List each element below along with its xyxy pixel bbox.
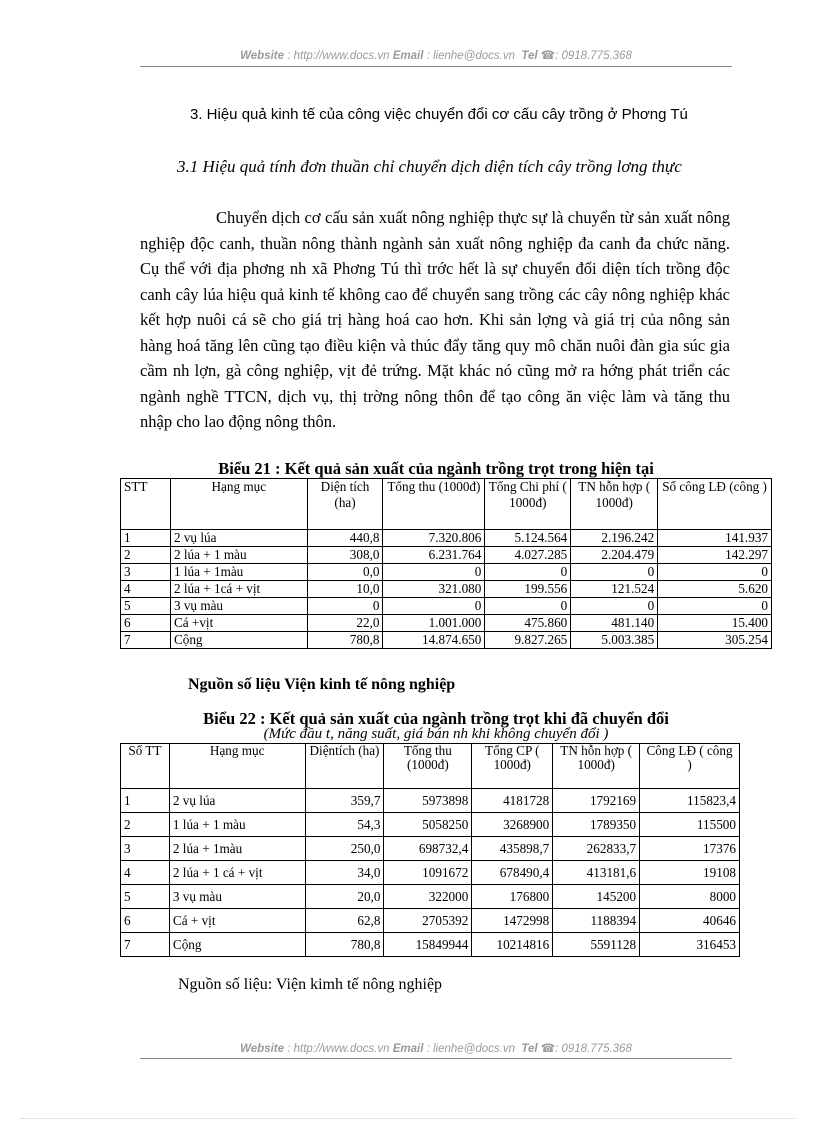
table21-cell: 1 lúa + 1màu bbox=[170, 564, 307, 581]
section-heading-3-1: 3.1 Hiệu quả tính đơn thuần chỉ chuyển dịch diện tích cây trồng lơng thực bbox=[177, 157, 682, 176]
table21-cell: 121.524 bbox=[571, 581, 658, 598]
table22-cell: 34,0 bbox=[305, 861, 384, 885]
table22-cell: Cộng bbox=[169, 933, 305, 957]
table21-cell: 7 bbox=[121, 632, 171, 649]
table21-col-item: Hạng mục bbox=[170, 479, 307, 530]
footer-tel-label: Tel bbox=[521, 1043, 538, 1055]
table22-cell: 678490,4 bbox=[472, 861, 553, 885]
table22-cell: 5 bbox=[121, 885, 170, 909]
table22-cell: 1789350 bbox=[553, 813, 640, 837]
table22-subcaption: (Mức đầu t, năng suất, giá bán nh khi không chuyển đổi ) bbox=[263, 726, 609, 742]
table22-col-revenue: Tổng thu (1000đ) bbox=[384, 744, 472, 789]
table22-cell: 780,8 bbox=[305, 933, 384, 957]
body-paragraph: Chuyển dịch cơ cấu sản xuất nông nghiệp thực sự là chuyển từ sản xuất nông nghiệp độc canh, thuần nông thành ngành sản xuất nông nghiệp đa canh đa chức năng. Cụ thể với địa phơng nh xã Phơng Tú thì trớc hết là sự chuyển đổi diện tích trồng độc canh cây lúa hiệu quả kinh tế không cao để chuyển sang trồng các cây nông nghiệp khác kết hợp nuôi cá sẽ cho giá trị hàng hoá cao hơn. Khi sản lợng và giá trị của nông sản hàng hoá tăng lên cũng tạo điều kiện và thúc đẩy tăng quy mô chăn nuôi đàn gia súc gia cầm nh lợn, gà công nghiệp, vịt đẻ trứng. Mặt khác nó cũng mở ra hớng phát triển các ngành nghề TTCN, dịch vụ, thị trờng nông thôn để tạo công ăn việc làm và tăng thu nhập cho lao động nông thôn. bbox=[140, 208, 730, 431]
table21-col-cost: Tổng Chi phí ( 1000đ) bbox=[485, 479, 571, 530]
table21-cell: 0 bbox=[571, 598, 658, 615]
table21-caption: Biểu 21 : Kết quả sản xuất của ngành trồng trọt trong hiện tại bbox=[218, 459, 654, 478]
table21-cell: 2.196.242 bbox=[571, 530, 658, 547]
footer-rule bbox=[140, 1058, 732, 1059]
table22-cell: 5973898 bbox=[384, 789, 472, 813]
table22-cell: 3 vụ màu bbox=[169, 885, 305, 909]
table21-cell: 5.003.385 bbox=[571, 632, 658, 649]
table21-cell: 2 lúa + 1 màu bbox=[170, 547, 307, 564]
phone-icon: ☎ bbox=[540, 50, 556, 62]
table21-cell: 4 bbox=[121, 581, 171, 598]
table22-cell: 4 bbox=[121, 861, 170, 885]
table22-cell: 1472998 bbox=[472, 909, 553, 933]
table21-source: Nguồn số liệu Viện kinh tế nông nghiệp bbox=[188, 676, 456, 693]
table21-cell: 22,0 bbox=[307, 615, 383, 632]
page-footer: Website : http://www.docs.vn Email : lienhe@docs.vn Tel ☎: 0918.775.368 bbox=[240, 1043, 632, 1055]
table22 bbox=[120, 743, 740, 957]
table22-cell: 2 bbox=[121, 813, 170, 837]
table22-cell: 435898,7 bbox=[472, 837, 553, 861]
table22-col-stt: Số TT bbox=[121, 744, 170, 789]
page-header: Website : http://www.docs.vn Email : lienhe@docs.vn Tel ☎: 0918.775.368 bbox=[240, 50, 632, 62]
table21-cell: 321.080 bbox=[383, 581, 485, 598]
table21-row bbox=[121, 564, 772, 581]
table22-caption: Biểu 22 : Kết quả sản xuất của ngành trồng trọt khi đã chuyển đổi bbox=[203, 709, 669, 728]
table21-cell: 308,0 bbox=[307, 547, 383, 564]
table21-cell: 6 bbox=[121, 615, 171, 632]
table21-col-area: Diện tích (ha) bbox=[307, 479, 383, 530]
table21-cell: 0 bbox=[383, 564, 485, 581]
table21-cell: 9.827.265 bbox=[485, 632, 571, 649]
table22-cell: 54,3 bbox=[305, 813, 384, 837]
table22-cell: Cá + vịt bbox=[169, 909, 305, 933]
footer-email-address[interactable]: lienhe@docs.vn bbox=[432, 1043, 515, 1055]
table21-cell: 142.297 bbox=[658, 547, 772, 564]
table21-cell: 475.860 bbox=[485, 615, 571, 632]
table22-cell: 2 vụ lúa bbox=[169, 789, 305, 813]
table22-cell: 5058250 bbox=[384, 813, 472, 837]
page-bottom-dots bbox=[20, 1118, 796, 1119]
table22-row bbox=[121, 813, 740, 837]
table21 bbox=[120, 478, 772, 649]
table22-cell: 7 bbox=[121, 933, 170, 957]
tel-label: Tel bbox=[521, 50, 538, 62]
table21-col-revenue: Tổng thu (1000đ) bbox=[383, 479, 485, 530]
table22-cell: 316453 bbox=[640, 933, 740, 957]
table22-source: Nguồn số liệu: Viện kimh tế nông nghiệp bbox=[178, 976, 443, 993]
table21-cell: 2 bbox=[121, 547, 171, 564]
table21-row bbox=[121, 547, 772, 564]
phone-number: 0918.775.368 bbox=[561, 50, 632, 62]
table22-cell: 176800 bbox=[472, 885, 553, 909]
table22-cell: 6 bbox=[121, 909, 170, 933]
table21-cell: 0 bbox=[383, 598, 485, 615]
table21-cell: 0 bbox=[658, 598, 772, 615]
table22-cell: 40646 bbox=[640, 909, 740, 933]
table21-col-labor: Số công LĐ (công ) bbox=[658, 479, 772, 530]
table22-cell: 115500 bbox=[640, 813, 740, 837]
table21-cell: 1 bbox=[121, 530, 171, 547]
table21-cell: 2.204.479 bbox=[571, 547, 658, 564]
table22-cell: 5591128 bbox=[553, 933, 640, 957]
table21-cell: 141.937 bbox=[658, 530, 772, 547]
table22-cell: 1792169 bbox=[553, 789, 640, 813]
footer-email-label: Email bbox=[392, 1043, 424, 1055]
footer-website-url[interactable]: http://www.docs.vn bbox=[293, 1043, 390, 1055]
table21-cell: Cộng bbox=[170, 632, 307, 649]
email-label: Email bbox=[392, 50, 424, 62]
table22-row bbox=[121, 861, 740, 885]
table21-cell: 440,8 bbox=[307, 530, 383, 547]
table21-row bbox=[121, 615, 772, 632]
table21-cell: 7.320.806 bbox=[383, 530, 485, 547]
table22-cell: 115823,4 bbox=[640, 789, 740, 813]
table21-col-stt: STT bbox=[121, 479, 171, 530]
table22-cell: 1091672 bbox=[384, 861, 472, 885]
table21-cell: 5.620 bbox=[658, 581, 772, 598]
table22-row bbox=[121, 885, 740, 909]
table21-cell: 10,0 bbox=[307, 581, 383, 598]
footer-website-label: Website bbox=[240, 1043, 285, 1055]
table22-col-cost: Tổng CP ( 1000đ) bbox=[472, 744, 553, 789]
table21-cell: 0,0 bbox=[307, 564, 383, 581]
table22-cell: 1188394 bbox=[553, 909, 640, 933]
phone-icon: ☎ bbox=[540, 1043, 556, 1055]
table22-cell: 262833,7 bbox=[553, 837, 640, 861]
table22-col-item: Hạng mục bbox=[169, 744, 305, 789]
table21-row bbox=[121, 530, 772, 547]
table22-cell: 62,8 bbox=[305, 909, 384, 933]
table22-row bbox=[121, 909, 740, 933]
table22-row bbox=[121, 933, 740, 957]
table21-cell: 6.231.764 bbox=[383, 547, 485, 564]
table22-cell: 250,0 bbox=[305, 837, 384, 861]
table22-col-area: Diệntích (ha) bbox=[305, 744, 384, 789]
table21-cell: 0 bbox=[307, 598, 383, 615]
table21-cell: 2 vụ lúa bbox=[170, 530, 307, 547]
table22-cell: 2 lúa + 1 cá + vịt bbox=[169, 861, 305, 885]
table22-cell: 3 bbox=[121, 837, 170, 861]
table21-cell: 0 bbox=[571, 564, 658, 581]
table21-cell: 14.874.650 bbox=[383, 632, 485, 649]
table22-cell: 10214816 bbox=[472, 933, 553, 957]
table21-cell: 3 bbox=[121, 564, 171, 581]
website-label: Website bbox=[240, 50, 285, 62]
table21-col-income: TN hỗn hợp ( 1000đ) bbox=[571, 479, 658, 530]
table21-row bbox=[121, 632, 772, 649]
table21-cell: 5.124.564 bbox=[485, 530, 571, 547]
table21-cell: 305.254 bbox=[658, 632, 772, 649]
table22-row bbox=[121, 837, 740, 861]
table21-cell: 481.140 bbox=[571, 615, 658, 632]
table22-cell: 19108 bbox=[640, 861, 740, 885]
table21-cell: 4.027.285 bbox=[485, 547, 571, 564]
table22-col-labor: Công LĐ ( công ) bbox=[640, 744, 740, 789]
table21-cell: Cá +vịt bbox=[170, 615, 307, 632]
table22-cell: 20,0 bbox=[305, 885, 384, 909]
table22-cell: 1 bbox=[121, 789, 170, 813]
table22-cell: 8000 bbox=[640, 885, 740, 909]
table22-cell: 15849944 bbox=[384, 933, 472, 957]
table21-cell: 3 vụ màu bbox=[170, 598, 307, 615]
table21-row bbox=[121, 581, 772, 598]
table21-cell: 1.001.000 bbox=[383, 615, 485, 632]
table22-row bbox=[121, 789, 740, 813]
website-url[interactable]: http://www.docs.vn bbox=[293, 50, 390, 62]
table22-cell: 145200 bbox=[553, 885, 640, 909]
table22-cell: 17376 bbox=[640, 837, 740, 861]
table21-header-row bbox=[121, 479, 772, 530]
header-rule bbox=[140, 66, 732, 67]
table21-cell: 780,8 bbox=[307, 632, 383, 649]
table21-cell: 0 bbox=[485, 598, 571, 615]
table22-cell: 322000 bbox=[384, 885, 472, 909]
table22-cell: 2705392 bbox=[384, 909, 472, 933]
table21-row bbox=[121, 598, 772, 615]
table22-cell: 413181,6 bbox=[553, 861, 640, 885]
email-address[interactable]: lienhe@docs.vn bbox=[432, 50, 515, 62]
table22-cell: 359,7 bbox=[305, 789, 384, 813]
table21-cell: 0 bbox=[485, 564, 571, 581]
table22-cell: 3268900 bbox=[472, 813, 553, 837]
table21-cell: 199.556 bbox=[485, 581, 571, 598]
table21-cell: 5 bbox=[121, 598, 171, 615]
footer-phone-number: 0918.775.368 bbox=[561, 1043, 632, 1055]
table22-cell: 1 lúa + 1 màu bbox=[169, 813, 305, 837]
table22-cell: 2 lúa + 1màu bbox=[169, 837, 305, 861]
table22-col-income: TN hỗn hợp ( 1000đ) bbox=[553, 744, 640, 789]
table22-header-row bbox=[121, 744, 740, 789]
table21-cell: 2 lúa + 1cá + vịt bbox=[170, 581, 307, 598]
table22-cell: 4181728 bbox=[472, 789, 553, 813]
table22-cell: 698732,4 bbox=[384, 837, 472, 861]
table21-cell: 0 bbox=[658, 564, 772, 581]
table21-cell: 15.400 bbox=[658, 615, 772, 632]
section-heading-3: 3. Hiệu quả kinh tế của công việc chuyển đổi cơ cấu cây trồng ở Phơng Tú bbox=[190, 106, 688, 123]
